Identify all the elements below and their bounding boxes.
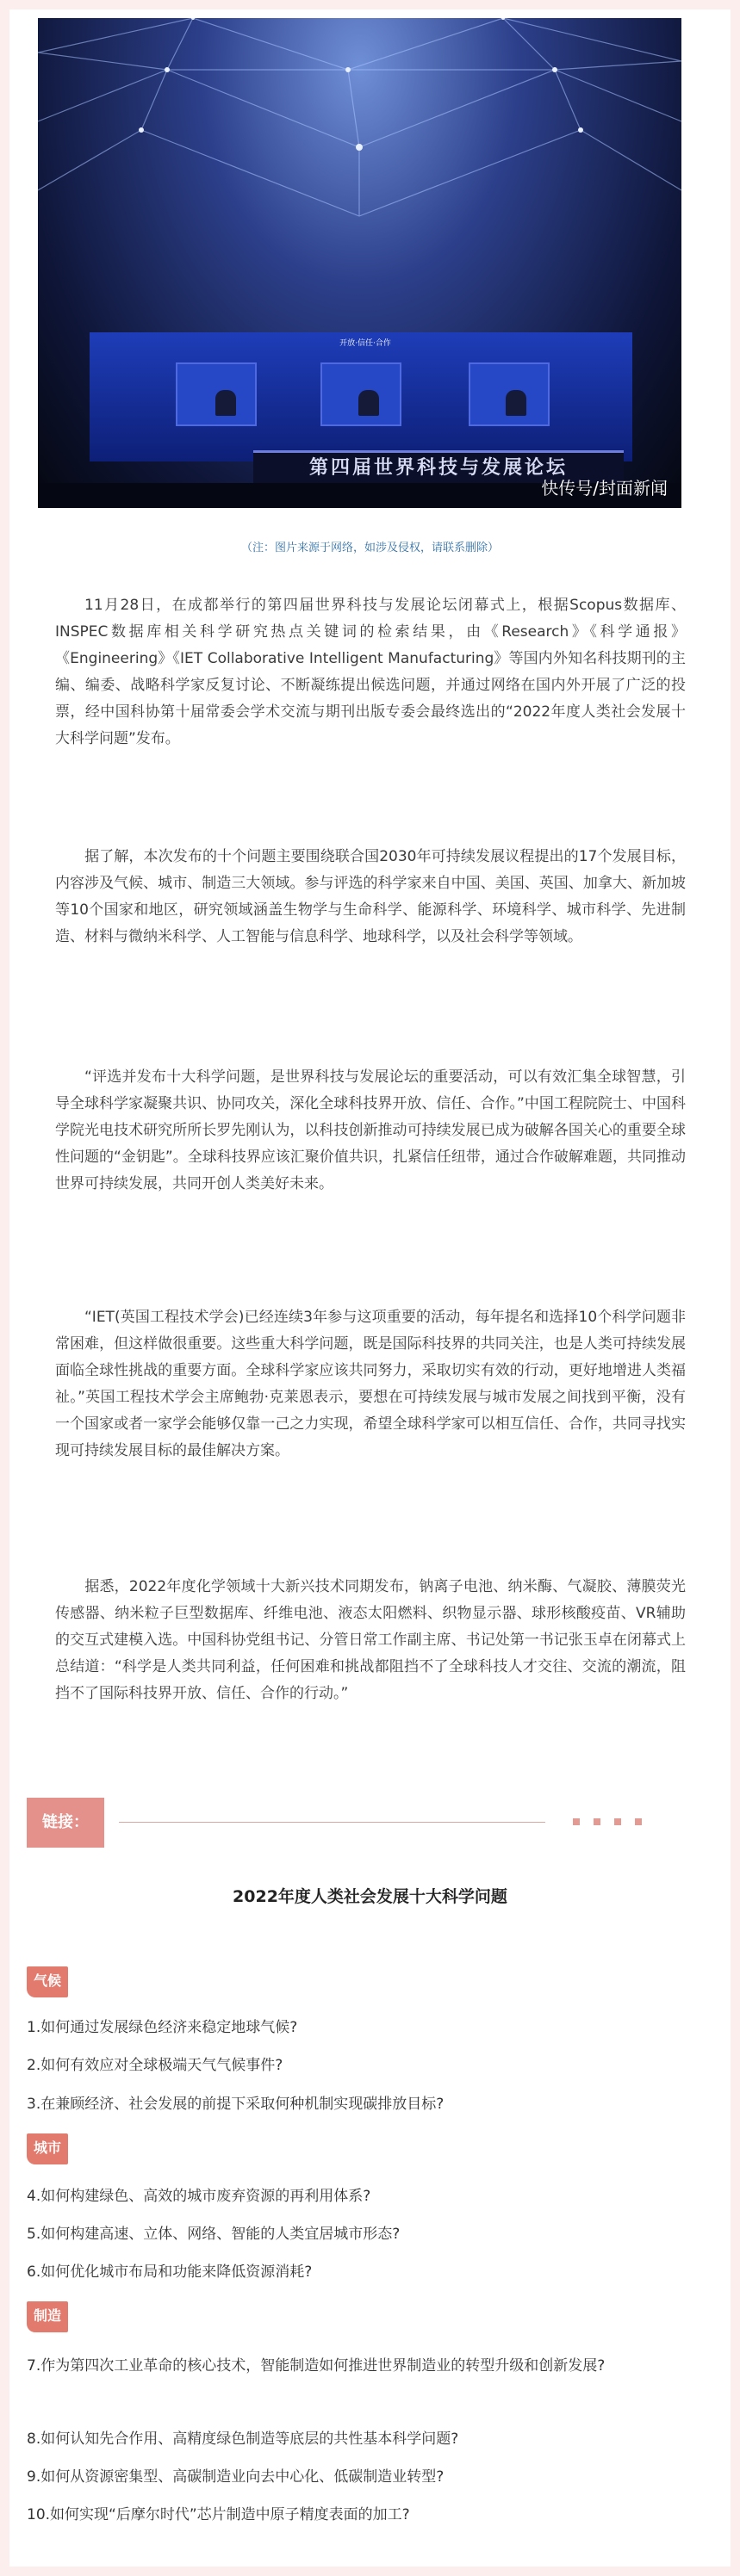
list-item: 7.作为第四次工业革命的核心技术，智能制造如何推进世界制造业的转型升级和创新发展?: [27, 2357, 606, 2375]
decor-dot: [635, 1818, 642, 1825]
decor-dot: [573, 1818, 580, 1825]
category-tag-manufacturing: 制造: [27, 2301, 68, 2332]
speaker: [358, 390, 379, 416]
list-item: 5.如何构建高速、立体、网络、智能的人类宜居城市形态?: [27, 2226, 401, 2243]
link-section-header: [27, 1798, 695, 1848]
list-item: 9.如何从资源密集型、高碳制造业向去中心化、低碳制造业转型?: [27, 2468, 445, 2486]
list-item: 8.如何认知先合作用、高精度绿色制造等底层的共性基本科学问题?: [27, 2430, 459, 2448]
stage-slogan: 开放·信任·合作: [339, 339, 391, 348]
photo-credit: 快传号/封面新闻: [541, 478, 668, 498]
stage-banner: 第四届世界科技与发展论坛: [253, 450, 624, 486]
category-tag-city: 城市: [27, 2133, 68, 2164]
list-item: 4.如何构建绿色、高效的城市废弃资源的再利用体系?: [27, 2188, 371, 2205]
decor-dot: [594, 1818, 600, 1825]
paragraph: 11月28日，在成都举行的第四届世界科技与发展论坛闭幕式上，根据Scopus数据库、INSPEC数据库相关科学研究热点关键词的检索结果，由《Research》《科学通报》《Engineering》《IET Collaborative Intelligent Manufacturing》等国内外知名科技期刊的主编、编委、战略科学家反复讨论、不断凝练提出候选问题，并通过网络在国内外开展了广泛的投票，经中国科协第十届常委会学术交流与期刊出版专委会最终选出的“2022年度人类社会发展十大科学问题”发布。: [55, 597, 686, 747]
list-title: 2022年度人类社会发展十大科学问题: [233, 1887, 507, 1906]
speaker: [215, 390, 236, 416]
list-item: 3.在兼顾经济、社会发展的前提下采取何种机制实现碳排放目标?: [27, 2096, 445, 2113]
list-item: 2.如何有效应对全球极端天气气候事件?: [27, 2057, 283, 2074]
image-caption: （注：图片来源于网络，如涉及侵权，请联系删除）: [240, 542, 499, 554]
list-item: 1.如何通过发展绿色经济来稳定地球气候?: [27, 2019, 298, 2036]
paragraph: 据了解，本次发布的十个问题主要围绕联合国2030年可持续发展议程提出的17个发展目标，内容涉及气候、城市、制造三大领域。参与评选的科学家来自中国、美国、英国、加拿大、新加坡等10个国家和地区，研究领域涵盖生物学与生命科学、能源科学、环境科学、城市科学、先进制造、材料与微纳米科学、人工智能与信息科学、地球科学，以及社会科学等领域。: [55, 848, 686, 945]
category-tag-climate: 气候: [27, 1966, 68, 1997]
forum-photo: [38, 18, 681, 508]
divider-line: [119, 1822, 545, 1823]
paragraph: “评选并发布十大科学问题，是世界科技与发展论坛的重要活动，可以有效汇集全球智慧，引导全球科学家凝聚共识、协同攻关，深化全球科技界开放、信任、合作。”中国工程院院士、中国科学院光电技术研究所所长罗先刚认为，以科技创新推动可持续发展已成为破解各国关心的重要全球性问题的“金钥匙”。全球科技界应该汇聚价值共识，扎紧信任纽带，通过合作破解难题，共同推动世界可持续发展，共同开创人类美好未来。: [55, 1068, 686, 1192]
decor-dot: [614, 1818, 621, 1825]
speaker: [506, 390, 526, 416]
ceiling-lights: [38, 18, 681, 276]
link-label: 链接：: [27, 1798, 104, 1848]
list-item: 6.如何优化城市布局和功能来降低资源消耗?: [27, 2263, 313, 2281]
paragraph: 据悉，2022年度化学领域十大新兴技术同期发布，钠离子电池、纳米酶、气凝胶、薄膜荧光传感器、纳米粒子巨型数据库、纤维电池、液态太阳燃料、织物显示器、球形核酸疫苗、VR辅助的交互式建模入选。中国科协党组书记、分管日常工作副主席、书记处第一书记张玉卓在闭幕式上总结道：“科学是人类共同利益，任何困难和挑战都阻挡不了全球科技人才交往、交流的潮流，阻挡不了国际科技界开放、信任、合作的行动。”: [55, 1578, 686, 1702]
list-item: 10.如何实现“后摩尔时代”芯片制造中原子精度表面的加工?: [27, 2506, 410, 2523]
paragraph: “IET(英国工程技术学会)已经连续3年参与这项重要的活动，每年提名和选择10个科学问题非常困难，但这样做很重要。这些重大科学问题，既是国际科技界的共同关注，也是人类可持续发展面临全球性挑战的重要方面。全球科学家应该共同努力，采取切实有效的行动，更好地增进人类福祉。”英国工程技术学会主席鲍勃·克莱恩表示，要想在可持续发展与城市发展之间找到平衡，没有一个国家或者一家学会能够仅靠一己之力实现，希望全球科学家可以相互信任、合作，共同寻找实现可持续发展目标的最佳解决方案。: [55, 1309, 686, 1459]
